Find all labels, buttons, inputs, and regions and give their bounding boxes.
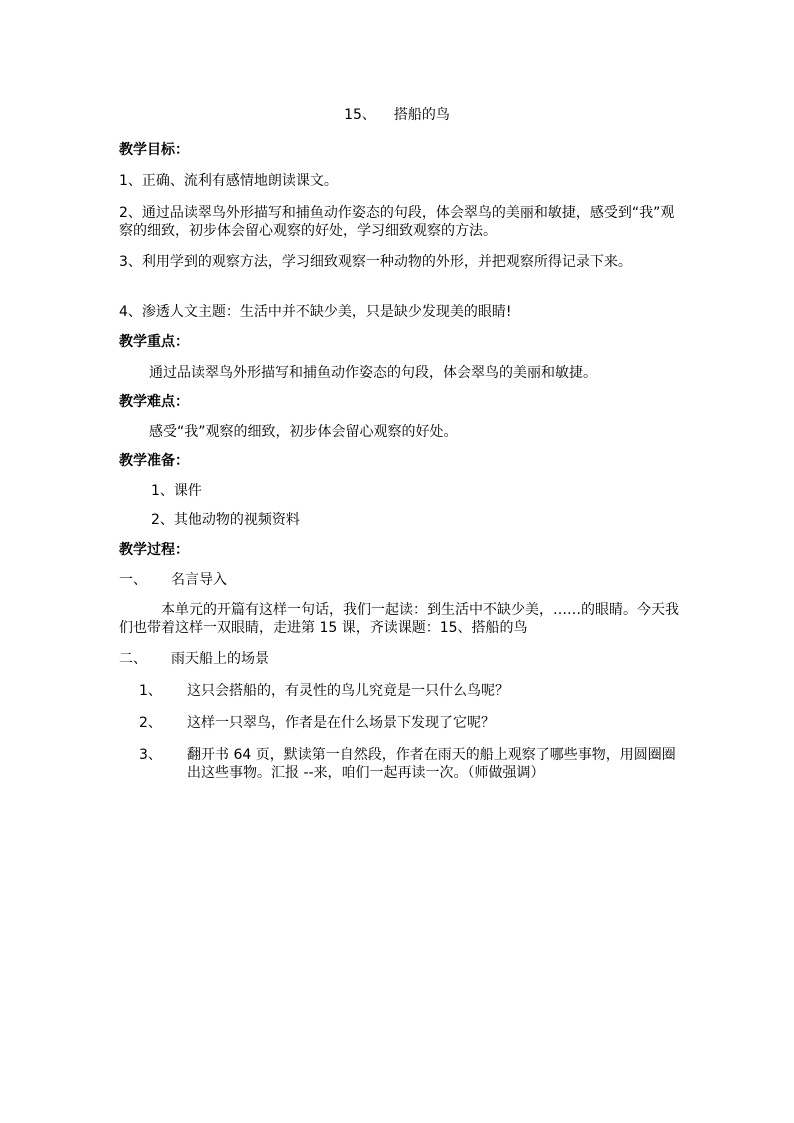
question-number: 2、 [139, 715, 162, 731]
prep-item: 1、课件 [151, 483, 202, 499]
question-text: 这样一只翠鸟，作者是在什么场景下发现了它呢？ [187, 715, 495, 731]
step-title: 雨天船上的场景 [171, 651, 269, 667]
goal-item: 4、渗透人文主题：生活中并不缺少美，只是缺少发现美的眼睛! [119, 304, 512, 320]
question-item [139, 746, 679, 806]
page-title [0, 106, 794, 124]
question-text: 翻开书 64 页，默读第一自然段，作者在雨天的船上观察了哪些事物，用圆圈圈出这些事物。汇报 --来，咱们一起再读一次。（师做强调） [187, 747, 676, 781]
goal-item: 3、利用学到的观察方法，学习细致观察一种动物的外形，并把观察所得记录下来。 [119, 254, 632, 270]
difficulty-text: 感受“我”观察的细致，初步体会留心观察的好处。 [149, 424, 458, 440]
question-text: 这只会搭船的，有灵性的鸟儿究竟是一只什么鸟呢？ [187, 683, 509, 699]
difficulty-heading: 教学难点： [119, 394, 189, 410]
question-item [139, 682, 679, 702]
goals-heading: 教学目标： [119, 142, 189, 158]
title-number: 15、 [344, 107, 376, 123]
question-item [139, 714, 679, 734]
step1-paragraph: 本单元的开篇有这样一句话，我们一起读：到生活中不缺少美，……的眼睛。今天我们也带着这样一双眼睛，走进第 15 课，齐读课题：15、搭船的鸟 [119, 602, 679, 636]
key-heading: 教学重点： [119, 334, 189, 350]
prep-heading: 教学准备： [119, 453, 189, 469]
goal-item: 1、正确、流利有感情地朗读课文。 [119, 173, 338, 189]
step-title: 名言导入 [171, 572, 227, 588]
step-mark: 二、 [119, 651, 147, 667]
title-text: 搭船的鸟 [393, 107, 450, 123]
question-number: 1、 [139, 683, 162, 699]
goal-item: 2、通过品读翠鸟外形描写和捕鱼动作姿态的句段，体会翠鸟的美丽和敏捷，感受到“我”观察的细致，初步体会留心观察的好处，学习细致观察的方法。 [119, 205, 675, 239]
prep-item: 2、其他动物的视频资料 [151, 512, 300, 528]
process-step-1 [119, 571, 679, 589]
step-mark: 一、 [119, 572, 147, 588]
question-number: 3、 [139, 747, 162, 763]
key-text: 通过品读翠鸟外形描写和捕鱼动作姿态的句段，体会翠鸟的美丽和敏捷。 [149, 365, 597, 381]
process-heading: 教学过程： [119, 542, 189, 558]
process-step-2 [119, 650, 679, 668]
